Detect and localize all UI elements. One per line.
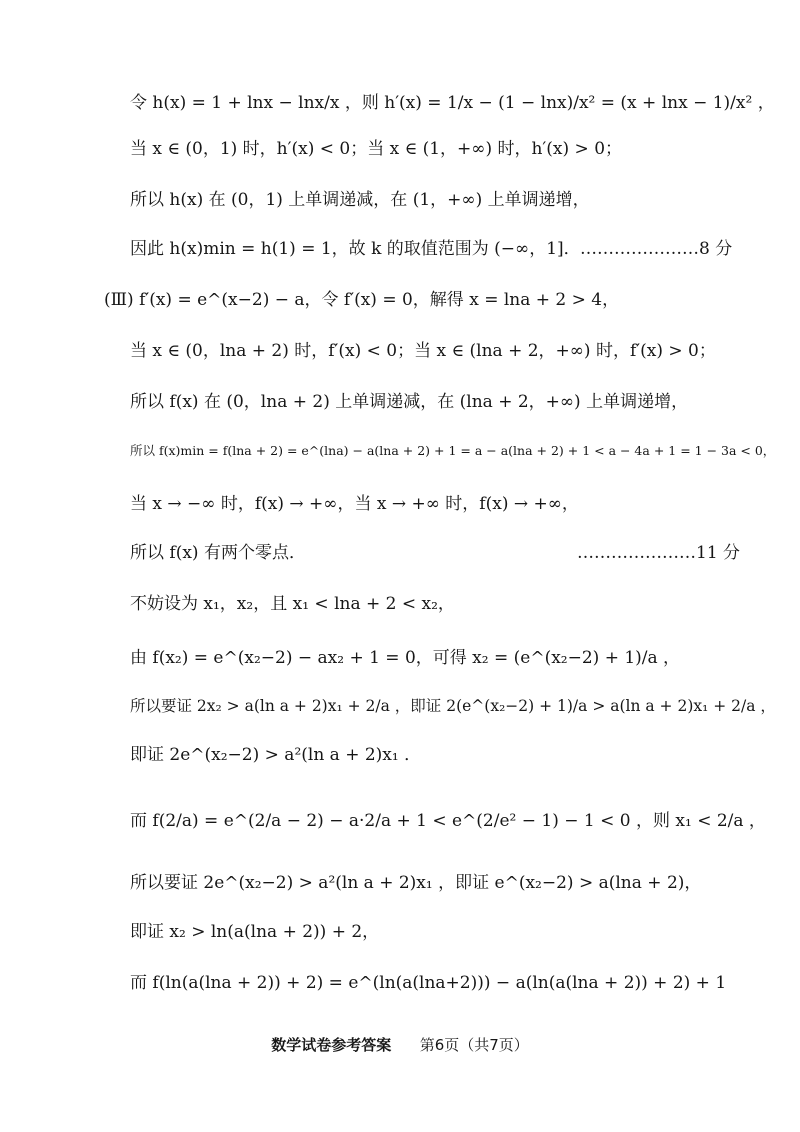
page-footer — [0, 1034, 800, 1055]
math-line-14: 即证 2e^(x₂−2) > a²(ln a + 2)x₁ ． — [130, 745, 422, 765]
math-line-10: 所以 f(x) 有两个零点． — [130, 543, 306, 563]
math-line-8: 所以 f(x)min = f(lna + 2) = e^(lna) − a(lna + 2) + 1 = a − a(lna + 2) + 1 < a − 4a + 1 = 1 − 3a < 0， — [130, 443, 776, 458]
math-line-16: 所以要证 2e^(x₂−2) > a²(ln a + 2)x₁ ，即证 e^(x₂−2) > a(lna + 2)， — [130, 873, 702, 893]
math-line-11: 不妨设为 x₁，x₂，且 x₁ < lna + 2 < x₂， — [130, 594, 455, 614]
math-line-13: 所以要证 2x₂ > a(ln a + 2)x₁ + 2/a ，即证 2(e^(x₂−2) + 1)/a > a(ln a + 2)x₁ + 2/a ， — [130, 697, 776, 715]
math-line-12: 由 f(x₂) = e^(x₂−2) − ax₂ + 1 = 0，可得 x₂ = (e^(x₂−2) + 1)/a ， — [130, 648, 681, 668]
math-line-15: 而 f(2/a) = e^(2/a − 2) − a·2/a + 1 < e^(2/e² − 1) − 1 < 0 ，则 x₁ < 2/a ， — [130, 811, 766, 831]
math-line-7: 所以 f(x) 在 (0，lna + 2) 上单调递减，在 (lna + 2，+∞) 上单调递增， — [130, 392, 689, 412]
math-line-18: 而 f(ln(a(lna + 2)) + 2) = e^(ln(a(lna+2))) − a(ln(a(lna + 2)) + 2) + 1 — [130, 973, 727, 993]
math-line-4: 因此 h(x)min = h(1) = 1，故 k 的取值范围为 (−∞，1]． — [130, 239, 581, 259]
math-line-2: 当 x ∈ (0，1) 时，h′(x) < 0；当 x ∈ (1，+∞) 时，h′(x) > 0； — [130, 139, 623, 159]
math-line-6: 当 x ∈ (0，lna + 2) 时，f′(x) < 0；当 x ∈ (lna + 2，+∞) 时，f′(x) > 0； — [130, 341, 716, 361]
footer-title: 数学试卷参考答案 — [271, 1036, 392, 1054]
math-line-17: 即证 x₂ > ln(a(lna + 2)) + 2， — [130, 922, 380, 942]
math-line-5: (Ⅲ) f′(x) = e^(x−2) − a，令 f′(x) = 0，解得 x = lna + 2 > 4， — [104, 290, 620, 310]
footer-page-number: 第6页（共7页） — [419, 1036, 529, 1054]
math-line-3: 所以 h(x) 在 (0，1) 上单调递减，在 (1，+∞) 上单调递增， — [130, 190, 590, 210]
math-line-1: 令 h(x) = 1 + lnx − lnx/x ，则 h′(x) = 1/x − (1 − lnx)/x² = (x + lnx − 1)/x² ， — [130, 93, 775, 113]
score-mark-11: …………………11 分 — [577, 543, 741, 563]
math-line-9: 当 x → −∞ 时，f(x) → +∞，当 x → +∞ 时，f(x) → +∞， — [130, 494, 579, 514]
score-mark-8: …………………8 分 — [580, 239, 733, 259]
